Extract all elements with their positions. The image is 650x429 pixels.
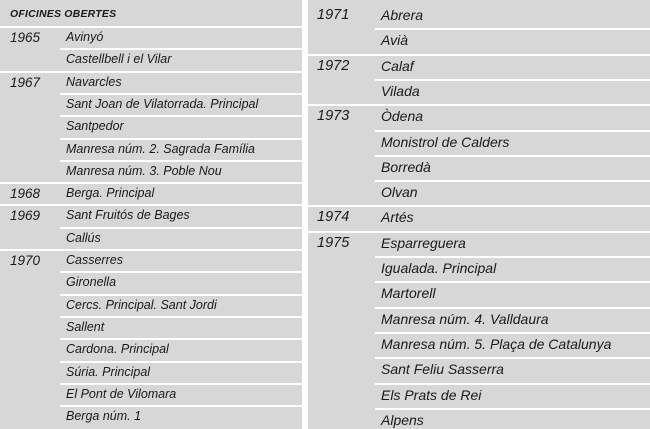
row-divider — [60, 271, 302, 273]
office-name: Santpedor — [66, 119, 124, 134]
group-divider — [308, 205, 650, 207]
row-divider — [375, 383, 650, 385]
group-divider — [0, 182, 302, 184]
office-name: Manresa núm. 3. Poble Nou — [66, 163, 222, 178]
office-name: Borredà — [381, 158, 431, 175]
group-divider — [0, 249, 302, 251]
office-name: Esparreguera — [381, 234, 466, 251]
office-name: Manresa núm. 2. Sagrada Família — [66, 141, 255, 156]
row-divider — [60, 316, 302, 318]
office-name: Sant Fruitós de Bages — [66, 208, 190, 223]
office-name: Avià — [381, 32, 408, 49]
year-label: 1969 — [10, 208, 41, 224]
year-label: 1967 — [10, 74, 41, 90]
office-name: Sallent — [66, 319, 105, 334]
row-divider — [375, 256, 650, 258]
office-name: Sant Feliu Sasserra — [381, 361, 504, 378]
group-divider — [0, 71, 302, 73]
row-divider — [60, 383, 302, 385]
office-name: Alpens — [381, 411, 424, 428]
year-label: 1970 — [10, 253, 41, 268]
row-divider — [60, 361, 302, 363]
year-label: 1973 — [317, 108, 350, 125]
row-divider — [375, 28, 650, 30]
year-label: 1974 — [317, 209, 350, 226]
office-name: Callús — [66, 230, 101, 245]
office-name: Òdena — [381, 108, 424, 125]
office-name: Abrera — [381, 7, 424, 23]
office-name: Sant Joan de Vilatorrada. Principal — [66, 96, 259, 111]
office-name: Vilada — [381, 82, 420, 99]
office-name: Cercs. Principal. Sant Jordi — [66, 297, 217, 312]
office-name: Avinyó — [66, 30, 104, 44]
office-name: Navarcles — [66, 74, 122, 89]
row-divider — [375, 408, 650, 410]
year-label: 1968 — [10, 186, 41, 202]
row-divider — [60, 115, 302, 117]
row-divider — [60, 405, 302, 407]
row-divider — [60, 48, 302, 50]
office-name: Casserres — [66, 253, 123, 267]
year-label: 1972 — [317, 57, 350, 74]
year-label: 1971 — [317, 7, 350, 23]
year-label: 1975 — [317, 234, 350, 251]
office-name: Súria. Principal — [66, 364, 151, 379]
row-divider — [60, 294, 302, 296]
row-divider — [375, 130, 650, 132]
row-divider — [375, 281, 650, 283]
office-name: Monistrol de Calders — [381, 133, 510, 150]
year-label: 1965 — [10, 30, 41, 45]
table-header: OFICINES OBERTES — [10, 8, 117, 20]
group-divider — [0, 26, 302, 28]
office-name: Artés — [381, 209, 414, 226]
office-name: Martorell — [381, 285, 436, 302]
office-name: Castellbell i el Vilar — [66, 52, 172, 67]
office-name: Olvan — [381, 184, 418, 201]
office-name: Els Prats de Rei — [381, 386, 482, 403]
row-divider — [375, 155, 650, 157]
row-divider — [60, 138, 302, 140]
office-name: El Pont de Vilomara — [66, 386, 177, 401]
row-divider — [60, 338, 302, 340]
office-name: Igualada. Principal — [381, 260, 497, 276]
office-name: Calaf — [381, 57, 414, 74]
row-divider — [375, 357, 650, 359]
office-name: Manresa núm. 5. Plaça de Catalunya — [381, 335, 612, 352]
group-divider — [308, 54, 650, 56]
row-divider — [60, 227, 302, 229]
row-divider — [375, 332, 650, 334]
office-name: Manresa núm. 4. Valldaura — [381, 310, 549, 327]
office-name: Berga núm. 1 — [66, 409, 142, 424]
row-divider — [375, 307, 650, 309]
row-divider — [375, 180, 650, 182]
row-divider — [60, 93, 302, 95]
row-divider — [60, 160, 302, 162]
group-divider — [0, 204, 302, 206]
office-name: Berga. Principal — [66, 186, 155, 201]
group-divider — [308, 231, 650, 233]
office-name: Cardona. Principal — [66, 342, 169, 357]
row-divider — [375, 79, 650, 81]
office-name: Gironella — [66, 275, 117, 290]
group-divider — [308, 104, 650, 106]
